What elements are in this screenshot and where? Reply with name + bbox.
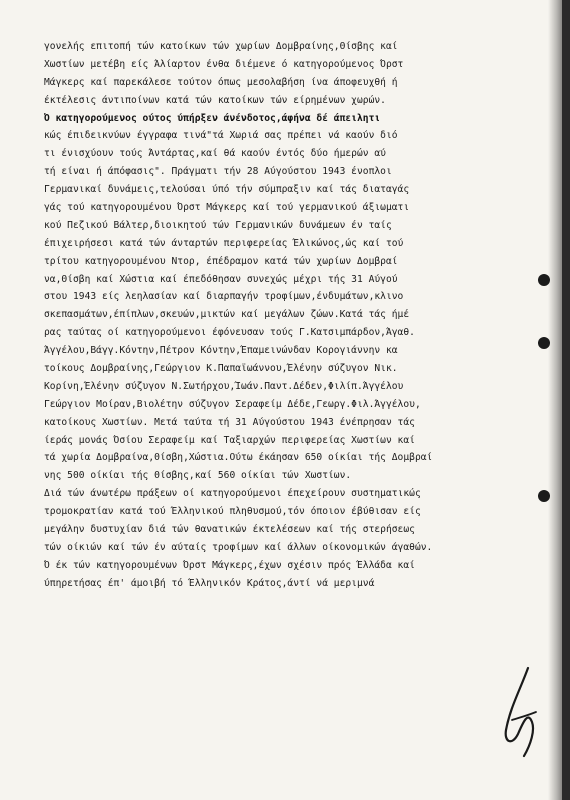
text-line: Κορίνη,Έλένην σύζυγον Ν.Σωτήρχου,Ίωάν.Παντ.Δέδεν,Φιλίπ.Άγγέλου (44, 380, 404, 392)
document-body (44, 38, 514, 593)
text-line: Γεώργιον Μοίραν,Βιολέτην σύζυγον Σεραφείμ Δέδε,Γεωργ.Φιλ.Άγγέλου, (44, 398, 421, 410)
text-line: νης 500 οίκίαι τής Θίσβης,καί 560 οίκίαι τών Χωστίων. (44, 470, 352, 482)
text-line: Γερμανικαί δυνάμεις,τελούσαι ύπό τήν σύμπραξιν καί τάς διαταγάς (44, 184, 410, 196)
text-line: τρομοκρατίαν κατά τού Έλληνικού πληθυσμού,τόν όποιον έβύθισαν είς (44, 506, 421, 518)
text-line: μεγάλην δυστυχίαν διά τών θανατικών έκτελέσεων καί τής στερήσεως (44, 524, 415, 536)
text-line: κατοίκους Χωστίων. Μετά ταύτα τή 31 Αύγούστου 1943 ένέπρησαν τάς (44, 416, 415, 428)
text-line: Άγγέλου,Βάγγ.Κόντην,Πέτρον Κόντην,Έπαμεινώνδαν Κορογιάννην κα (44, 345, 398, 357)
text-line: ύπηρετήσας έπ' άμοιβή τό Έλληνικόν Κράτος,άντί νά μεριμνά (44, 577, 375, 589)
text-line: Ό κατηγορούμενος ούτος ύπήρξεν άνένδοτος,άφήνα δέ άπειλητι (44, 112, 381, 124)
page-edge-strip (562, 0, 570, 800)
text-line: σκεπασμάτων,έπίπλων,σκευών,μικτών καί μεγάλων ζώων.Κατά τάς ήμέ (44, 309, 410, 321)
text-line: Χωστίων μετέβη είς Άλίαρτον ένθα διέμενε ό κατηγορούμενος Όρστ (44, 58, 404, 70)
text-line: γονελής επιτοπή τών κατοίκων τών χωρίων Δομβραίνης,Θίσβης καί (44, 41, 398, 52)
text-line: τρίτου κατηγορουμένου Ντορ, έπέδραμον κατά τών χωρίων Δομβραί (44, 255, 398, 267)
text-line: Διά τών άνωτέρω πράξεων οί κατηγορούμενοι έπεχείρουν συστηματικώς (44, 488, 421, 500)
text-line: έπιχειρήσεσι κατά τών άνταρτών περιφερείας Έλικώνος,ώς καί τού (44, 237, 404, 249)
text-line: Μάγκερς καί παρεκάλεσε τούτον όπως μεσολαβήση ίνα άποφευχθή ή (44, 76, 398, 88)
text-line: έκτέλεσις άντιποίνων κατά τών κατοίκων τών είρημένων χωρών. (44, 94, 386, 106)
text-line: γάς τού κατηγορουμένου Όρστ Μάγκερς καί τού γερμανικού άξιωματι (44, 202, 410, 214)
text-line: ρας ταύτας οί κατηγορούμενοι έφόνευσαν τούς Γ.Κατσιμπάρδον,Άγαθ. (44, 327, 415, 339)
text-line: κώς έπιδεικνύων έγγραφα τινά"τά Χωριά σας πρέπει νά καούν διό (44, 130, 398, 142)
punch-hole-bottom (538, 490, 550, 502)
text-line: να,Θίσβη καί Χώστια καί έπεδόθησαν συνεχώς μέχρι τής 31 Αύγού (44, 273, 398, 285)
punch-hole-top (538, 274, 550, 286)
text-line: τοίκους Δομβραίνης,Γεώργιον Κ.Παπαϊωάννου,Έλένην σύζυγον Νικ. (44, 363, 398, 375)
text-line: στου 1943 είς λεηλασίαν καί διαρπαγήν τροφίμων,ένδυμάτων,κλινο (44, 291, 404, 303)
text-line: Ό έκ τών κατηγορουμένων Όρστ Μάγκερς,έχων σχέσιν πρός Έλλάδα καί (44, 559, 415, 571)
text-line: ίεράς μονάς Όσίου Σεραφείμ καί Ταξιαρχών περιφερείας Χωστίων καί (44, 434, 415, 446)
text-line: τή είναι ή άπόφασις". Πράγματι τήν 28 Αύγούστου 1943 ένοπλοι (44, 166, 392, 178)
text-line: τών οίκιών καί τών έν αύταίς τροφίμων καί άλλων οίκονομικών άγαθών. (44, 541, 433, 553)
punch-hole-middle (538, 337, 550, 349)
text-line: τι ένισχύουν τούς Άντάρτας,καί θά καούν έντός δύο ήμερών αύ (44, 148, 386, 160)
text-line: τά χωρία Δομβραίνα,Θίσβη,Χώστια.Ούτω έκάησαν 650 οίκίαι τής Δομβραί (44, 452, 433, 464)
text-line: κού Πεζικού Βάλτερ,διοικητού τών Γερμανικών δυνάμεων έν ταίς (44, 219, 392, 231)
handwritten-signature (498, 660, 542, 770)
